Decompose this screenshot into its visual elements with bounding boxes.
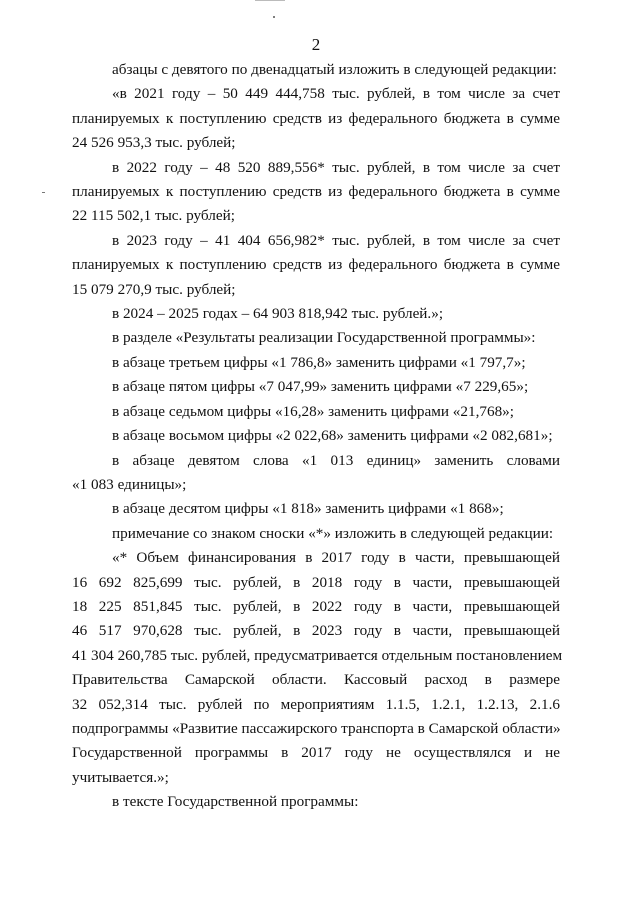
page-number: 2 (311, 35, 321, 54)
paragraph (72, 302, 560, 326)
text-line: «в 2021 году – 50 449 444,758 тыс. рублей, в том числе за счет (112, 85, 560, 103)
paragraph (72, 82, 560, 155)
text-line: 15 079 270,9 тыс. рублей; (72, 280, 236, 298)
paragraph (72, 424, 560, 448)
paragraph (72, 156, 560, 229)
paragraph (72, 790, 560, 814)
text-line: в 2023 году – 41 404 656,982* тыс. рублей, в том числе за счет (112, 231, 560, 249)
text-line: «1 083 единицы»; (72, 475, 187, 493)
text-line: в абзаце восьмом цифры «2 022,68» заменить цифрами «2 082,681»; (112, 427, 553, 445)
paragraph (72, 449, 560, 498)
text-line: в абзаце третьем цифры «1 786,8» заменить цифрами «1 797,7»; (112, 353, 526, 371)
document-body (72, 58, 563, 815)
scan-artifact-top (255, 0, 285, 1)
text-line: планируемых к поступлению средств из федерального бюджета в сумме (72, 256, 560, 274)
paragraph (72, 375, 560, 399)
text-line: учитывается.»; (72, 768, 169, 786)
scan-artifact-margin (42, 192, 45, 193)
paragraph (72, 229, 560, 302)
text-line: в 2024 – 2025 годах – 64 903 818,942 тыс. рублей.»; (112, 305, 444, 323)
text-line: подпрограммы «Развитие пассажирского транспорта в Самарской области» (72, 719, 561, 737)
text-line: абзацы с девятого по двенадцатый изложить в следующей редакции: (112, 61, 557, 78)
paragraph (72, 58, 560, 82)
paragraph (72, 400, 560, 424)
text-line: в абзаце седьмом цифры «16,28» заменить цифрами «21,768»; (112, 402, 514, 420)
paragraph (72, 522, 560, 546)
paragraph (72, 497, 560, 521)
text-line: в тексте Государственной программы: (112, 793, 359, 811)
text-line: в абзаце десятом цифры «1 818» заменить цифрами «1 868»; (112, 500, 504, 518)
scan-artifact-dot (273, 16, 275, 18)
text-line: «* Объем финансирования в 2017 году в части, превышающей (112, 549, 560, 567)
text-line: 46 517 970,628 тыс. рублей, в 2023 году в части, превышающей (72, 622, 560, 640)
text-line: планируемых к поступлению средств из федерального бюджета в сумме (72, 109, 560, 127)
text-line: в 2022 году – 48 520 889,556* тыс. рублей, в том числе за счет (112, 158, 560, 176)
text-line: 41 304 260,785 тыс. рублей, предусматривается отдельным постановлением (72, 646, 563, 664)
paragraph (72, 351, 560, 375)
paragraph (72, 326, 560, 350)
text-line: 24 526 953,3 тыс. рублей; (72, 134, 236, 152)
text-line: 22 115 502,1 тыс. рублей; (72, 207, 235, 225)
text-line: примечание со знаком сноски «*» изложить в следующей редакции: (112, 524, 554, 542)
text-line: 16 692 825,699 тыс. рублей, в 2018 году в части, превышающей (72, 573, 560, 591)
text-line: планируемых к поступлению средств из федерального бюджета в сумме (72, 183, 560, 201)
text-line: в абзаце пятом цифры «7 047,99» заменить цифрами «7 229,65»; (112, 378, 529, 396)
text-line: в разделе «Результаты реализации Государственной программы»: (112, 329, 536, 347)
text-line: в абзаце девятом слова «1 013 единиц» заменить словами (112, 451, 560, 469)
text-line: Государственной программы в 2017 году не осуществлялся и не (72, 744, 560, 762)
text-line: 32 052,314 тыс. рублей по мероприятиям 1.1.5, 1.2.1, 1.2.13, 2.1.6 (72, 695, 560, 713)
text-line: 18 225 851,845 тыс. рублей, в 2022 году в части, превышающей (72, 597, 560, 615)
text-line: Правительства Самарской области. Кассовый расход в размере (72, 671, 560, 689)
paragraph (72, 546, 563, 790)
